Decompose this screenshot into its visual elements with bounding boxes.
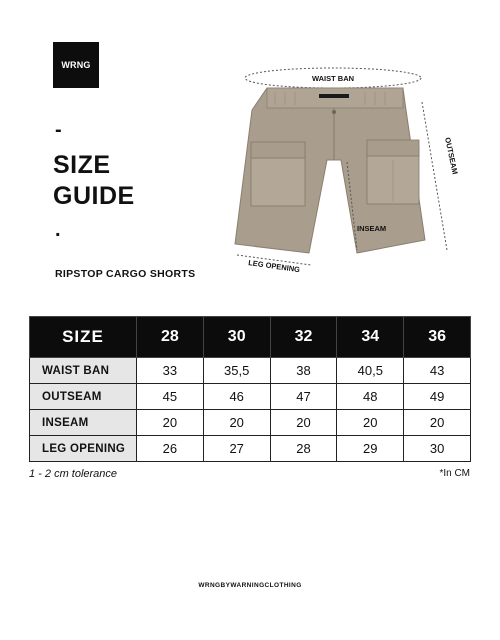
size-header-cell: 28 [137, 317, 204, 358]
shorts-image [235, 88, 425, 253]
table-cell: 29 [337, 436, 404, 462]
row-label-waist: WAIST BAN [30, 358, 137, 384]
table-cell: 30 [404, 436, 471, 462]
table-cell: 49 [404, 384, 471, 410]
leg-opening-label: LEG OPENING [247, 258, 301, 275]
outseam-measure-line [422, 102, 447, 250]
table-row [30, 358, 471, 384]
inseam-label: INSEAM [357, 224, 387, 233]
row-label-leg-opening: LEG OPENING [30, 436, 137, 462]
title-dash-top: - [55, 119, 62, 141]
table-cell: 47 [270, 384, 337, 410]
table-cell: 38 [270, 358, 337, 384]
size-header-cell: 32 [270, 317, 337, 358]
shorts-label-tag [319, 94, 349, 98]
table-row [30, 410, 471, 436]
table-cell: 33 [137, 358, 204, 384]
page-title-line1: SIZE [53, 151, 111, 179]
table-cell: 45 [137, 384, 204, 410]
tolerance-note: 1 - 2 cm tolerance [29, 468, 118, 480]
left-pocket-flap [251, 142, 305, 158]
brand-logo [53, 42, 99, 88]
size-header-cell: 34 [337, 317, 404, 358]
shorts-measurement-diagram [215, 50, 475, 280]
table-cell: 48 [337, 384, 404, 410]
page-title [53, 150, 135, 212]
title-dash-bottom: . [55, 219, 61, 241]
table-cell: 35,5 [203, 358, 270, 384]
table-cell: 27 [203, 436, 270, 462]
table-cell: 40,5 [337, 358, 404, 384]
table-cell: 20 [404, 410, 471, 436]
table-cell: 26 [137, 436, 204, 462]
table-row [30, 436, 471, 462]
table-row [30, 384, 471, 410]
size-header-label: SIZE [30, 317, 137, 358]
right-pocket-flap [367, 140, 419, 156]
row-label-inseam: INSEAM [30, 410, 137, 436]
table-cell: 46 [203, 384, 270, 410]
table-cell: 43 [404, 358, 471, 384]
page-title-line2: GUIDE [53, 182, 135, 210]
waist-label: WAIST BAN [311, 74, 355, 83]
outseam-label: OUTSEAM [443, 136, 460, 176]
product-name: RIPSTOP CARGO SHORTS [55, 268, 196, 280]
table-cell: 20 [203, 410, 270, 436]
size-header-cell: 30 [203, 317, 270, 358]
size-header-cell: 36 [404, 317, 471, 358]
size-header-row [30, 317, 471, 358]
shorts-button [332, 110, 336, 114]
table-cell: 28 [270, 436, 337, 462]
row-label-outseam: OUTSEAM [30, 384, 137, 410]
table-cell: 20 [337, 410, 404, 436]
unit-note: *In CM [439, 468, 470, 479]
table-cell: 20 [270, 410, 337, 436]
footer-brand: WRNGBYWARNINGCLOTHING [198, 582, 302, 589]
brand-logo-text: WRNG [61, 60, 91, 70]
size-table [29, 316, 471, 462]
table-cell: 20 [137, 410, 204, 436]
